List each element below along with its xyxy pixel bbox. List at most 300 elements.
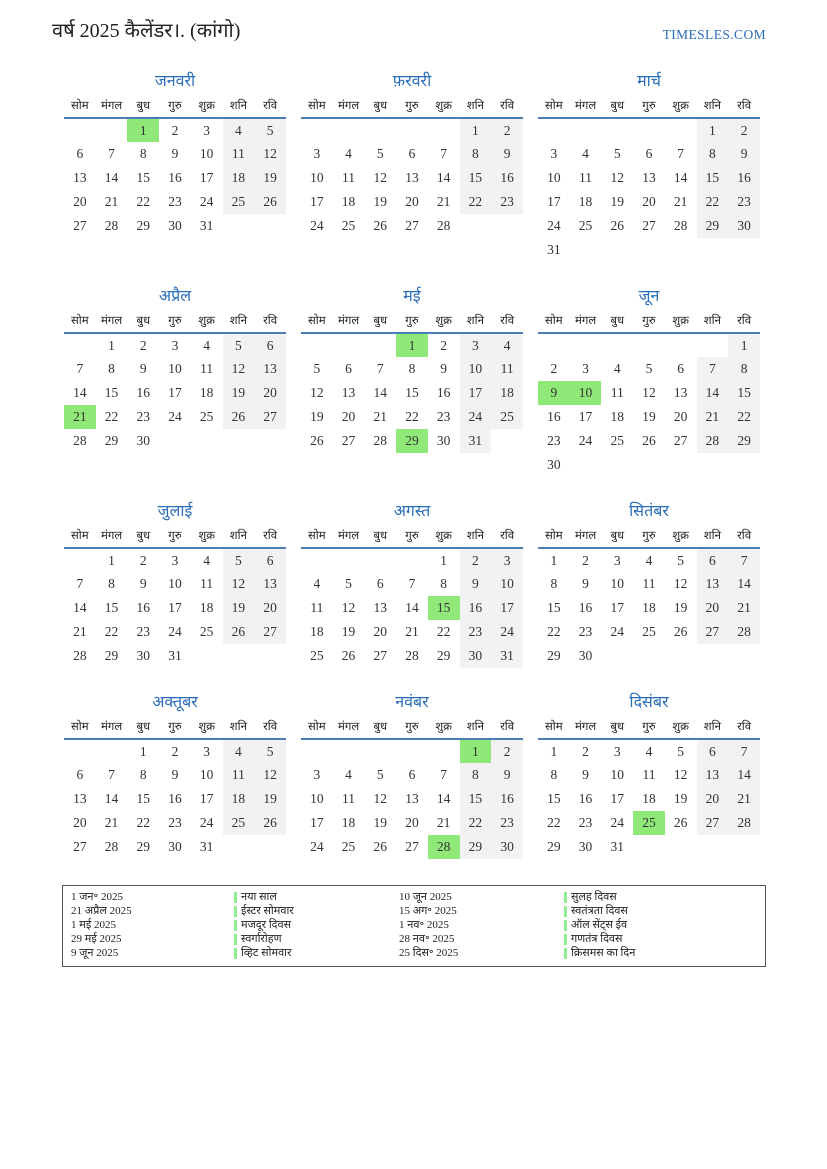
weekday-header: सोम xyxy=(301,313,333,333)
weekday-header: शुक्र xyxy=(665,719,697,739)
day-cell: 8 xyxy=(139,146,147,161)
day-cell: 25 xyxy=(642,624,656,639)
empty-cell xyxy=(96,118,128,142)
legend-date: 1 जन॰ 2025 xyxy=(71,891,123,903)
day-cell: 21 xyxy=(697,405,729,429)
month-title: फ़रवरी xyxy=(392,73,432,90)
empty-cell xyxy=(570,238,602,262)
month-title: अक्तूबर xyxy=(152,694,198,711)
day-cell: 24 xyxy=(491,620,523,644)
day-cell: 21 xyxy=(405,624,419,639)
day-cell: 11 xyxy=(491,357,523,381)
day-cell: 13 xyxy=(697,763,729,787)
day-cell: 17 xyxy=(578,409,593,424)
month-table xyxy=(301,98,523,238)
day-cell: 11 xyxy=(223,763,255,787)
empty-cell xyxy=(159,429,191,453)
month-title: दिसंबर xyxy=(629,694,669,711)
legend-holiday-label: क्रिसमस का दिन xyxy=(571,947,636,959)
empty-cell xyxy=(633,644,665,668)
day-cell: 13 xyxy=(405,170,419,185)
day-cell: 25 xyxy=(610,433,624,448)
day-cell: 3 xyxy=(550,146,558,161)
weekday-header: रवि xyxy=(728,719,760,739)
day-cell: 19 xyxy=(642,409,656,424)
month-table xyxy=(64,528,286,668)
day-cell: 22 xyxy=(547,815,561,830)
weekday-header: मंगल xyxy=(333,313,365,333)
day-cell: 25 xyxy=(223,190,255,214)
day-cell: 12 xyxy=(254,763,286,787)
day-cell: 1 xyxy=(697,118,729,142)
day-cell: 1 xyxy=(108,337,115,353)
day-cell: 23 xyxy=(168,815,182,830)
day-cell: 5 xyxy=(613,146,621,161)
day-cell: 22 xyxy=(547,624,561,639)
day-cell: 21 xyxy=(436,194,451,209)
empty-cell xyxy=(697,453,729,477)
day-cell: 14 xyxy=(728,763,760,787)
day-cell: 14 xyxy=(673,170,688,185)
empty-cell xyxy=(538,333,570,357)
empty-cell xyxy=(728,238,760,262)
day-cell: 30 xyxy=(491,835,523,859)
day-cell: 3 xyxy=(313,767,321,782)
weekday-header: मंगल xyxy=(570,313,602,333)
weekday-header: शुक्र xyxy=(665,313,697,333)
empty-cell xyxy=(333,548,365,572)
day-cell: 3 xyxy=(491,548,523,572)
day-cell: 23 xyxy=(547,433,561,448)
weekday-header: रवि xyxy=(728,528,760,548)
day-cell: 23 xyxy=(491,190,523,214)
legend-date: 10 जून 2025 xyxy=(399,891,452,903)
day-cell: 6 xyxy=(254,548,286,572)
day-cell: 9 xyxy=(171,767,179,782)
day-cell: 4 xyxy=(645,743,653,759)
day-cell: 22 xyxy=(728,405,760,429)
month-table xyxy=(301,528,523,668)
day-cell: 14 xyxy=(697,381,729,405)
day-cell: 6 xyxy=(697,548,729,572)
day-cell: 16 xyxy=(728,166,760,190)
day-cell: 18 xyxy=(223,787,255,811)
month-table xyxy=(301,719,523,859)
weekday-header: रवि xyxy=(491,98,523,118)
weekday-header: शुक्र xyxy=(191,719,223,739)
day-cell: 17 xyxy=(310,194,324,209)
day-cell: 22 xyxy=(136,194,150,209)
weekday-header: शनि xyxy=(223,528,255,548)
day-cell: 27 xyxy=(405,218,419,233)
day-cell: 22 xyxy=(405,409,419,424)
day-cell: 22 xyxy=(104,409,119,424)
day-cell: 9 xyxy=(139,361,147,376)
empty-cell xyxy=(364,333,396,357)
day-cell: 8 xyxy=(550,576,558,591)
day-cell: 2 xyxy=(139,337,147,353)
day-cell: 9 xyxy=(139,576,147,591)
empty-cell xyxy=(665,333,697,357)
day-cell: 18 xyxy=(491,381,523,405)
day-cell: 18 xyxy=(199,600,214,615)
day-cell: 11 xyxy=(310,600,324,615)
empty-cell xyxy=(254,214,286,238)
day-cell: 31 xyxy=(199,218,214,233)
legend-holiday-label: स्वर्गारोहण xyxy=(241,933,282,945)
day-cell: 28 xyxy=(104,839,119,854)
weekday-header: गुरु xyxy=(633,313,665,333)
day-cell: 19 xyxy=(373,815,387,830)
day-cell: 7 xyxy=(440,146,448,161)
legend-holiday xyxy=(564,905,765,918)
day-cell: 4 xyxy=(582,146,589,161)
day-cell: 16 xyxy=(136,600,150,615)
day-cell: 20 xyxy=(405,815,419,830)
day-cell: 26 xyxy=(642,433,656,448)
site-link[interactable]: TIMESLES.COM xyxy=(662,27,766,42)
weekday-header: बुध xyxy=(601,98,633,118)
day-cell: 21 xyxy=(728,596,760,620)
day-cell: 5 xyxy=(376,146,384,161)
day-cell: 4 xyxy=(645,552,653,568)
day-cell: 26 xyxy=(373,218,387,233)
day-cell: 5 xyxy=(677,743,685,759)
empty-cell xyxy=(223,214,255,238)
day-cell: 9 xyxy=(728,142,760,166)
empty-cell xyxy=(364,548,396,572)
day-cell: 22 xyxy=(136,815,150,830)
day-cell: 13 xyxy=(642,170,656,185)
day-cell: 23 xyxy=(728,190,760,214)
page-header xyxy=(0,0,827,43)
month-table xyxy=(538,313,760,477)
weekday-header: रवि xyxy=(491,719,523,739)
empty-cell xyxy=(665,644,697,668)
empty-cell xyxy=(191,644,223,668)
day-cell: 23 xyxy=(460,620,492,644)
day-cell: 3 xyxy=(582,361,589,376)
day-cell: 22 xyxy=(697,190,729,214)
empty-cell xyxy=(665,453,697,477)
day-cell: 9 xyxy=(582,767,589,782)
day-cell: 18 xyxy=(199,385,214,400)
empty-cell xyxy=(333,333,365,357)
day-cell: 19 xyxy=(341,624,356,639)
day-cell: 8 xyxy=(460,763,492,787)
day-cell: 12 xyxy=(642,385,656,400)
weekday-header: शुक्र xyxy=(428,719,460,739)
empty-cell xyxy=(601,238,633,262)
weekday-header: सोम xyxy=(64,98,96,118)
day-cell: 30 xyxy=(168,218,182,233)
month-title: मार्च xyxy=(637,73,661,90)
day-cell: 3 xyxy=(460,333,492,357)
day-cell: 29 xyxy=(104,648,119,663)
weekday-header: गुरु xyxy=(159,719,191,739)
legend-holiday-label: व्हिट सोमवार xyxy=(241,947,292,959)
weekday-header: सोम xyxy=(538,98,570,118)
day-cell: 17 xyxy=(610,600,624,615)
weekday-header: शनि xyxy=(223,98,255,118)
day-cell: 22 xyxy=(436,624,451,639)
weekday-header: शनि xyxy=(460,528,492,548)
day-cell: 21 xyxy=(436,815,451,830)
day-cell: 7 xyxy=(728,548,760,572)
day-cell: 29 xyxy=(460,835,492,859)
day-cell: 27 xyxy=(405,839,419,854)
day-cell: 7 xyxy=(376,361,384,376)
day-cell: 9 xyxy=(171,146,179,161)
holiday-marker-icon xyxy=(234,920,237,931)
day-cell: 6 xyxy=(408,146,416,161)
empty-cell xyxy=(301,333,333,357)
day-cell: 27 xyxy=(254,405,286,429)
day-cell: 10 xyxy=(199,146,214,161)
day-cell: 2 xyxy=(582,743,589,759)
day-cell: 16 xyxy=(168,791,182,806)
day-cell: 11 xyxy=(579,170,593,185)
day-cell: 22 xyxy=(460,190,492,214)
day-cell: 20 xyxy=(642,194,656,209)
day-cell: 11 xyxy=(610,385,624,400)
day-cell: 6 xyxy=(76,146,84,161)
month-title: अगस्त xyxy=(393,503,431,520)
day-cell: 9 xyxy=(460,572,492,596)
legend-holiday xyxy=(564,933,765,946)
day-cell: 3 xyxy=(171,552,179,568)
day-cell: 24 xyxy=(199,194,214,209)
month-3 xyxy=(538,69,760,262)
day-cell: 2 xyxy=(728,118,760,142)
weekday-header: बुध xyxy=(601,719,633,739)
day-cell: 11 xyxy=(342,170,356,185)
empty-cell xyxy=(396,739,428,763)
day-cell: 6 xyxy=(408,767,416,782)
day-cell: 2 xyxy=(460,548,492,572)
weekday-header: शुक्र xyxy=(665,528,697,548)
legend-date: 25 दिस॰ 2025 xyxy=(399,947,459,959)
empty-cell xyxy=(254,429,286,453)
holiday-marker-icon xyxy=(234,892,237,903)
day-cell: 2 xyxy=(491,118,523,142)
day-cell: 1 xyxy=(108,552,115,568)
day-cell: 21 xyxy=(728,787,760,811)
day-cell: 15 xyxy=(428,596,460,620)
month-table xyxy=(64,98,286,238)
weekday-header: शनि xyxy=(697,719,729,739)
day-cell: 7 xyxy=(108,767,115,782)
day-cell: 28 xyxy=(728,620,760,644)
holiday-marker-icon xyxy=(234,948,237,959)
day-cell: 2 xyxy=(440,337,448,353)
day-cell: 16 xyxy=(491,787,523,811)
day-cell: 15 xyxy=(136,791,150,806)
empty-cell xyxy=(601,118,633,142)
day-cell: 19 xyxy=(254,166,286,190)
day-cell: 18 xyxy=(578,194,593,209)
weekday-header: गुरु xyxy=(396,313,428,333)
day-cell: 8 xyxy=(108,576,115,591)
day-cell: 5 xyxy=(345,576,352,591)
legend-holiday-label: मजदूर दिवस xyxy=(241,919,292,931)
legend-holiday xyxy=(234,919,399,932)
day-cell: 25 xyxy=(491,405,523,429)
weekday-header: मंगल xyxy=(333,719,365,739)
day-cell: 15 xyxy=(547,600,561,615)
day-cell: 18 xyxy=(642,600,656,615)
day-cell: 14 xyxy=(405,600,419,615)
day-cell: 17 xyxy=(310,815,324,830)
legend-holiday-label: गणतंत्र दिवस xyxy=(571,933,623,945)
month-table xyxy=(538,98,760,262)
legend-holiday-label: स्वतंत्रता दिवस xyxy=(571,905,628,917)
day-cell: 13 xyxy=(73,791,87,806)
weekday-header: शुक्र xyxy=(191,98,223,118)
day-cell: 23 xyxy=(168,194,182,209)
day-cell: 3 xyxy=(203,122,211,138)
weekday-header: गुरु xyxy=(396,719,428,739)
weekday-header: शनि xyxy=(460,719,492,739)
page-title: वर्ष 2025 कैलेंडर।. (कांगो) xyxy=(52,20,241,42)
day-cell: 1 xyxy=(550,743,558,759)
day-cell: 30 xyxy=(436,433,451,448)
day-cell: 16 xyxy=(460,596,492,620)
day-cell: 14 xyxy=(728,572,760,596)
day-cell: 14 xyxy=(436,791,451,806)
empty-cell xyxy=(64,333,96,357)
day-cell: 21 xyxy=(73,624,87,639)
weekday-header: शुक्र xyxy=(428,98,460,118)
day-cell: 16 xyxy=(491,166,523,190)
day-cell: 25 xyxy=(199,409,214,424)
day-cell: 11 xyxy=(642,576,656,591)
empty-cell xyxy=(96,739,128,763)
day-cell: 27 xyxy=(373,648,387,663)
day-cell: 26 xyxy=(673,624,688,639)
day-cell: 18 xyxy=(341,194,356,209)
weekday-header: शनि xyxy=(460,98,492,118)
weekday-header: सोम xyxy=(64,719,96,739)
day-cell: 29 xyxy=(136,839,150,854)
day-cell: 10 xyxy=(460,357,492,381)
weekday-header: मंगल xyxy=(570,719,602,739)
day-cell: 3 xyxy=(613,552,621,568)
weekday-header: शनि xyxy=(697,98,729,118)
legend-holiday xyxy=(234,891,399,904)
legend-grid xyxy=(71,891,765,960)
day-cell: 31 xyxy=(460,429,492,453)
day-cell: 21 xyxy=(373,409,387,424)
day-cell: 1 xyxy=(460,739,492,763)
empty-cell xyxy=(223,835,255,859)
month-10 xyxy=(64,690,286,859)
day-cell: 28 xyxy=(104,218,119,233)
day-cell: 15 xyxy=(136,170,150,185)
day-cell: 3 xyxy=(203,743,211,759)
day-cell: 18 xyxy=(610,409,624,424)
empty-cell xyxy=(570,333,602,357)
empty-cell xyxy=(491,429,523,453)
legend-holiday xyxy=(234,933,399,946)
day-cell: 10 xyxy=(199,767,214,782)
day-cell: 31 xyxy=(168,648,182,663)
month-12 xyxy=(538,690,760,859)
day-cell: 4 xyxy=(491,333,523,357)
day-cell: 12 xyxy=(373,791,387,806)
weekday-header: रवि xyxy=(254,313,286,333)
day-cell: 2 xyxy=(550,361,558,376)
day-cell: 2 xyxy=(582,552,589,568)
weekday-header: बुध xyxy=(601,528,633,548)
day-cell: 16 xyxy=(436,385,451,400)
month-1 xyxy=(64,69,286,262)
day-cell: 22 xyxy=(460,811,492,835)
day-cell: 26 xyxy=(610,218,624,233)
day-cell: 14 xyxy=(373,385,387,400)
day-cell: 15 xyxy=(460,787,492,811)
day-cell: 1 xyxy=(396,333,428,357)
day-cell: 9 xyxy=(491,763,523,787)
day-cell: 12 xyxy=(373,170,387,185)
day-cell: 22 xyxy=(104,624,119,639)
empty-cell xyxy=(601,333,633,357)
weekday-header: शुक्र xyxy=(428,313,460,333)
day-cell: 27 xyxy=(73,839,87,854)
day-cell: 1 xyxy=(728,333,760,357)
day-cell: 24 xyxy=(610,815,624,830)
day-cell: 20 xyxy=(697,596,729,620)
day-cell: 20 xyxy=(254,381,286,405)
empty-cell xyxy=(665,835,697,859)
day-cell: 5 xyxy=(677,552,685,568)
day-cell: 28 xyxy=(73,648,87,663)
legend-holiday-label: सुलह दिवस xyxy=(571,891,617,903)
day-cell: 12 xyxy=(610,170,624,185)
day-cell: 19 xyxy=(673,791,688,806)
empty-cell xyxy=(665,118,697,142)
day-cell: 30 xyxy=(728,214,760,238)
day-cell: 7 xyxy=(677,146,685,161)
legend-date: 15 अग॰ 2025 xyxy=(399,905,457,917)
weekday-header: सोम xyxy=(301,98,333,118)
weekday-header: गुरु xyxy=(159,313,191,333)
day-cell: 17 xyxy=(199,170,214,185)
day-cell: 30 xyxy=(578,839,593,854)
day-cell: 20 xyxy=(73,815,87,830)
weekday-header: बुध xyxy=(364,528,396,548)
empty-cell xyxy=(333,739,365,763)
day-cell: 29 xyxy=(697,214,729,238)
day-cell: 3 xyxy=(313,146,321,161)
day-cell: 9 xyxy=(582,576,589,591)
day-cell: 4 xyxy=(203,552,211,568)
day-cell: 2 xyxy=(171,122,179,138)
day-cell: 23 xyxy=(436,409,451,424)
day-cell: 25 xyxy=(341,218,356,233)
weekday-header: गुरु xyxy=(396,528,428,548)
empty-cell xyxy=(665,238,697,262)
day-cell: 21 xyxy=(673,194,688,209)
day-cell: 17 xyxy=(491,596,523,620)
weekday-header: शनि xyxy=(697,313,729,333)
day-cell: 4 xyxy=(313,576,321,591)
weekday-header: गुरु xyxy=(633,528,665,548)
weekday-header: मंगल xyxy=(333,528,365,548)
day-cell: 15 xyxy=(728,381,760,405)
legend-holiday xyxy=(564,891,765,904)
day-cell: 30 xyxy=(547,457,561,472)
